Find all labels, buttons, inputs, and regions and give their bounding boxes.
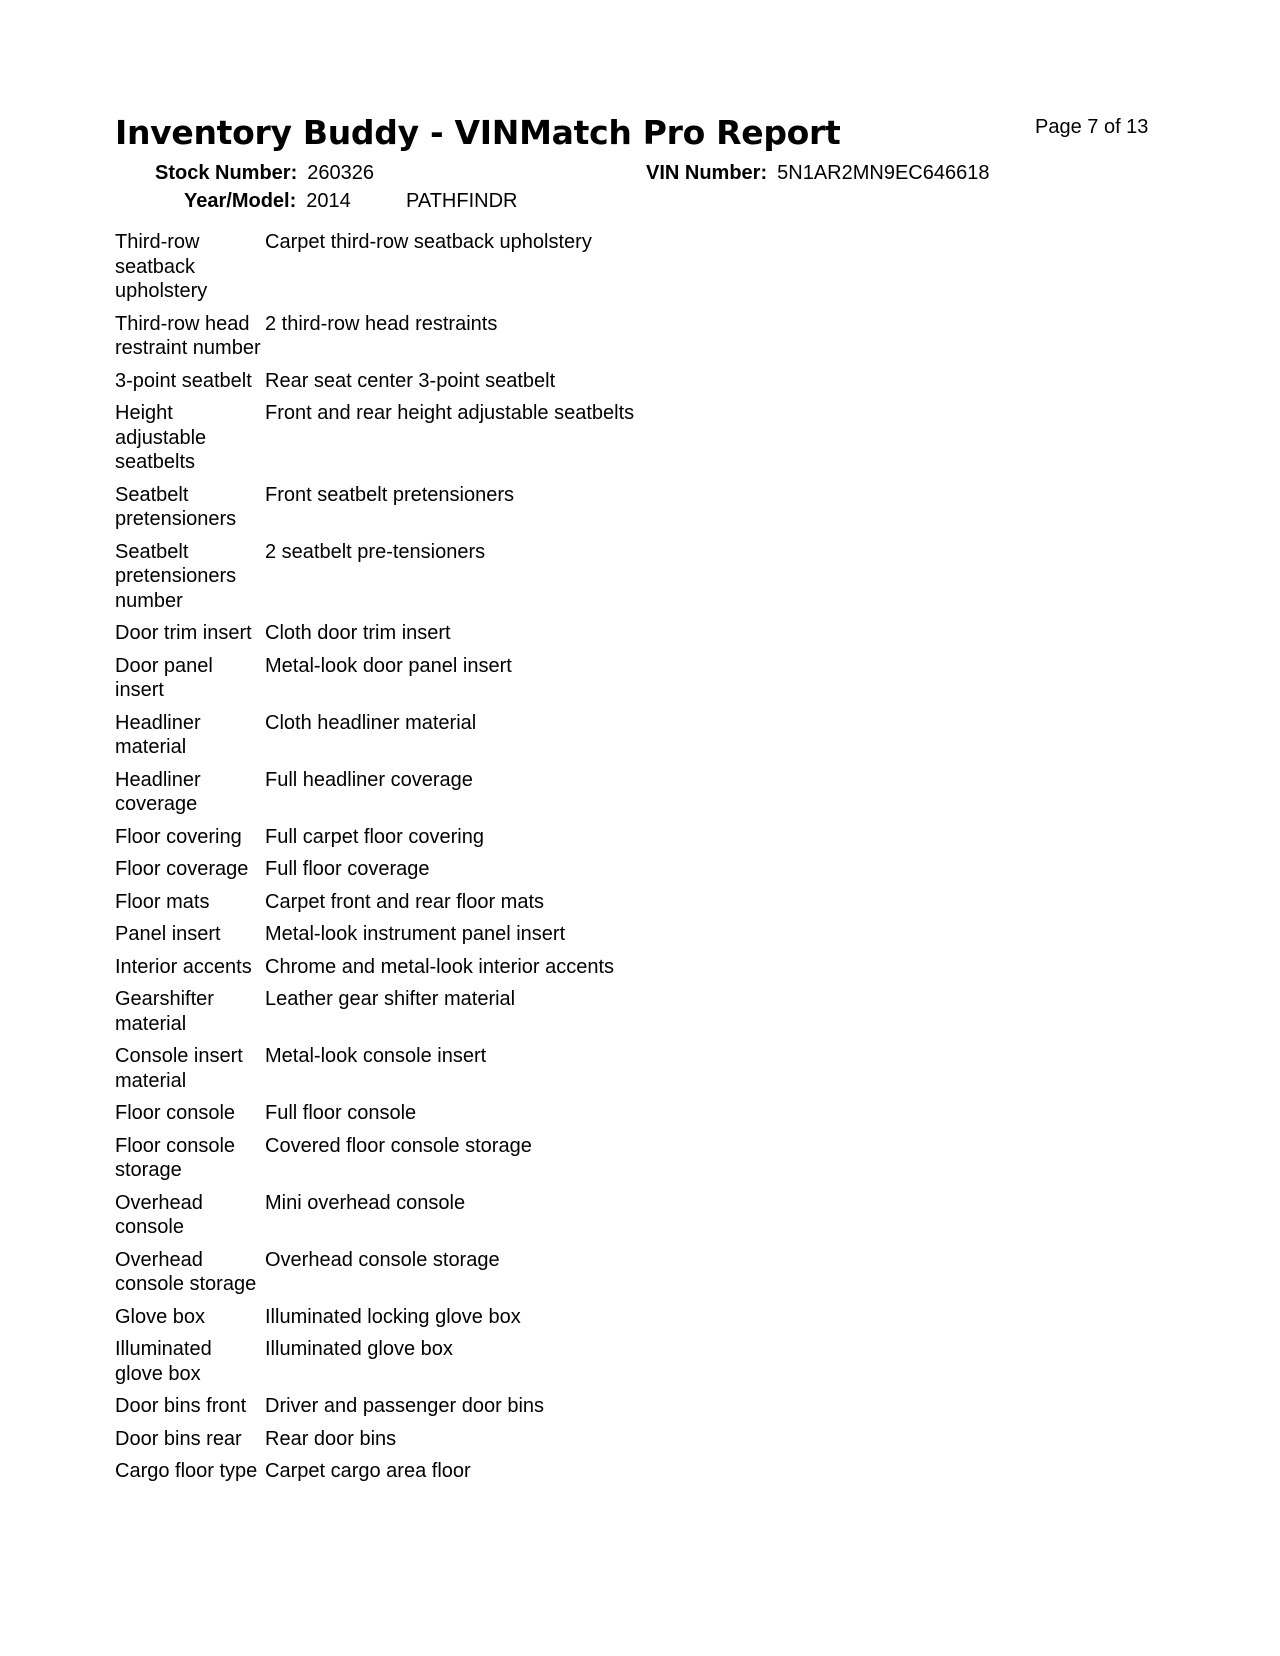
feature-value: Illuminated glove box — [265, 1338, 453, 1360]
feature-value: 2 seatbelt pre-tensioners — [265, 540, 486, 563]
feature-name: Floor console — [115, 1102, 236, 1124]
feature-name: Floor console storage — [115, 1134, 236, 1181]
feature-value: Illuminated locking glove box — [265, 1305, 521, 1328]
feature-row — [115, 483, 1015, 532]
feature-name: Cargo floor type — [115, 1460, 258, 1482]
feature-value: Leather gear shifter material — [265, 988, 516, 1010]
year-value: 2014 — [306, 190, 351, 212]
stock-number-value: 260326 — [307, 162, 374, 184]
feature-row — [115, 401, 1015, 475]
feature-row — [115, 857, 1015, 882]
feature-name: Gearshifter material — [115, 988, 214, 1035]
feature-value: Full headliner coverage — [265, 768, 473, 791]
feature-name: Console insert material — [115, 1045, 243, 1092]
feature-value: Cloth door trim insert — [265, 622, 451, 644]
feature-name: Glove box — [115, 1305, 206, 1328]
feature-row — [115, 1459, 1015, 1484]
feature-name: Door bins rear — [115, 1427, 242, 1450]
feature-row — [115, 1248, 1015, 1297]
feature-value: Metal-look instrument panel insert — [265, 923, 566, 945]
feature-name: Interior accents — [115, 955, 252, 978]
feature-name: Panel insert — [115, 923, 221, 945]
feature-value: Chrome and metal-look interior accents — [265, 955, 615, 978]
feature-value: Cloth headliner material — [265, 711, 477, 734]
vin-number — [646, 162, 989, 185]
vin-number-label: VIN Number: — [646, 162, 768, 184]
feature-row — [115, 768, 1015, 817]
feature-value: Full floor coverage — [265, 858, 430, 880]
feature-name: Overhead console — [115, 1191, 203, 1238]
feature-list — [115, 230, 1015, 1492]
feature-value: Overhead console storage — [265, 1248, 500, 1271]
feature-row — [115, 1394, 1015, 1419]
feature-row — [115, 540, 1015, 614]
model-value: PATHFINDR — [406, 190, 518, 212]
feature-row — [115, 369, 1015, 394]
feature-name: Headliner material — [115, 711, 201, 758]
feature-row — [115, 1191, 1015, 1240]
page-number: Page 7 of 13 — [1035, 116, 1149, 138]
feature-name: Height adjustable seatbelts — [115, 402, 207, 473]
feature-value: Front and rear height adjustable seatbelts — [265, 402, 635, 424]
feature-row — [115, 711, 1015, 760]
feature-name: 3-point seatbelt — [115, 369, 252, 392]
feature-name: Seatbelt pretensioners — [115, 483, 237, 530]
feature-row — [115, 1101, 1015, 1126]
feature-value: Metal-look console insert — [265, 1045, 487, 1067]
feature-name: Third-row seatback upholstery — [115, 231, 208, 302]
feature-value: Front seatbelt pretensioners — [265, 483, 515, 506]
feature-value: 2 third-row head restraints — [265, 312, 498, 335]
vin-number-value: 5N1AR2MN9EC646618 — [777, 162, 990, 184]
feature-row — [115, 1044, 1015, 1093]
feature-value: Driver and passenger door bins — [265, 1395, 545, 1417]
feature-row — [115, 312, 1015, 361]
feature-row — [115, 1134, 1015, 1183]
feature-row — [115, 654, 1015, 703]
feature-row — [115, 922, 1015, 947]
feature-value: Mini overhead console — [265, 1191, 466, 1214]
feature-value: Rear door bins — [265, 1427, 397, 1450]
feature-value: Covered floor console storage — [265, 1134, 532, 1157]
feature-row — [115, 890, 1015, 915]
feature-row — [115, 1337, 1015, 1386]
feature-name: Overhead console storage — [115, 1248, 257, 1295]
feature-name: Door trim insert — [115, 622, 252, 644]
feature-row — [115, 825, 1015, 850]
feature-name: Illuminated glove box — [115, 1338, 212, 1385]
feature-name: Floor coverage — [115, 858, 249, 880]
feature-name: Floor mats — [115, 890, 210, 913]
feature-name: Headliner coverage — [115, 768, 201, 815]
feature-row — [115, 1427, 1015, 1452]
feature-row — [115, 987, 1015, 1036]
feature-name: Door bins front — [115, 1395, 247, 1417]
feature-value: Full carpet floor covering — [265, 825, 484, 848]
report-title: Inventory Buddy - VINMatch Pro Report — [115, 113, 841, 152]
year-model — [184, 190, 351, 213]
feature-row — [115, 230, 1015, 304]
feature-value: Carpet cargo area floor — [265, 1460, 471, 1482]
feature-value: Rear seat center 3-point seatbelt — [265, 369, 556, 392]
feature-name: Seatbelt pretensioners number — [115, 540, 237, 612]
feature-name: Door panel insert — [115, 654, 213, 701]
feature-value: Carpet front and rear floor mats — [265, 890, 545, 913]
feature-row — [115, 621, 1015, 646]
feature-name: Floor covering — [115, 825, 242, 848]
feature-name: Third-row head restraint number — [115, 312, 261, 359]
feature-value: Metal-look door panel insert — [265, 654, 512, 677]
feature-value: Full floor console — [265, 1102, 417, 1124]
stock-number — [155, 162, 374, 185]
feature-row — [115, 955, 1015, 980]
feature-row — [115, 1305, 1015, 1330]
feature-value: Carpet third-row seatback upholstery — [265, 231, 592, 253]
stock-number-label: Stock Number: — [155, 162, 298, 184]
year-model-label: Year/Model: — [184, 190, 297, 212]
